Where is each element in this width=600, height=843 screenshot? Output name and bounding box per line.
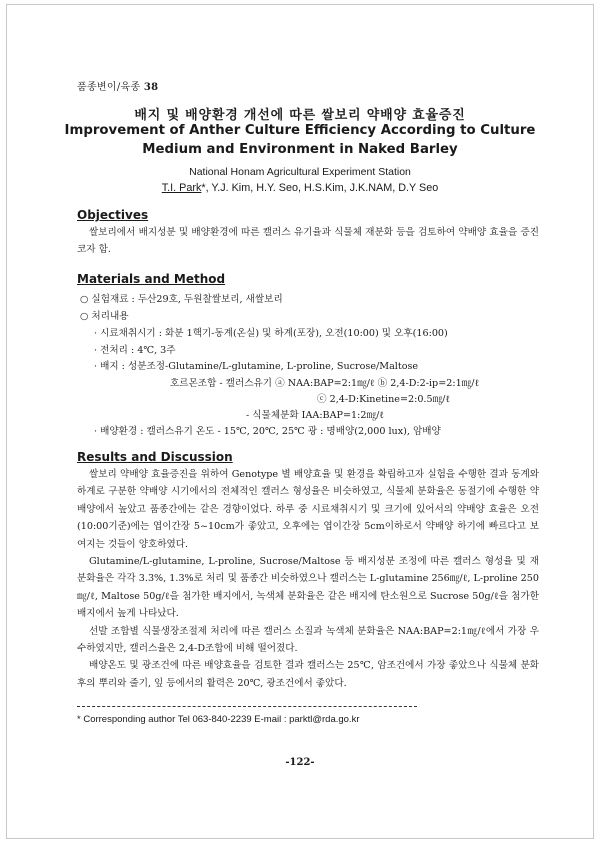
corresponding-star: * [201,182,206,194]
objectives-paragraph: 쌀보리에서 배지성분 및 배양환경에 따른 캘러스 유기율과 식물체 재분화 등을 검토하여 약배양 효율을 증진코자 함. [77,227,539,256]
materials-heading: Materials and Method [77,272,226,286]
materials-line: · 배지 : 성분조정-Glutamine/L-glutamine, L-proline, Sucrose/Maltose [94,361,419,372]
objectives-text [77,224,539,259]
footnote-divider [77,706,417,707]
section-tag-number: 38 [143,82,159,93]
results-text [77,466,539,692]
results-paragraph: Glutamine/L-glutamine, L-proline, Sucrose/Maltose 등 배지성분 조정에 따른 캘러스 형성율 및 재분화율은 각각 3.3%, 1.3%로 처리 및 품종간 비슷하였으나 캘러스는 L-glutamine 256㎎/ℓ, L-proline 250㎎/ℓ, Maltose 50g/ℓ을 첨가한 배지에서, 녹색체 분화율은 같은 배지에 탄소원으로 Sucrose 50g/ℓ을 첨가한 배지에서 높게 나타났다. [77,556,539,620]
title-english-line2: Medium and Environment in Naked Barley [142,142,458,157]
results-paragraph: 배양온도 및 광조건에 따른 배양효율을 검토한 결과 캘러스는 25℃, 암조건에서 가장 좋았으나 식물체 분화후의 뿌리와 줄기, 잎 등에서의 활력은 20℃, 광조건에서 좋았다. [77,660,539,689]
section-tag [77,78,158,93]
section-tag-label: 품종변이/육종 [77,82,141,93]
results-heading: Results and Discussion [77,450,233,464]
title-english-line1: Improvement of Anther Culture Efficiency According to Culture [64,123,536,138]
affiliation: National Honam Agricultural Experiment Station [189,166,411,178]
title-korean: 배지 및 배양환경 개선에 따른 쌀보리 약배양 효율증진 [134,108,466,123]
materials-line: - 식물체분화 IAA:BAP=1:2㎎/ℓ [246,410,384,421]
materials-line: · 전처리 : 4℃, 3주 [94,345,176,356]
results-paragraph: 쌀보리 약배양 효율증진을 위하여 Genotype 별 배양효율 및 환경을 확립하고자 실험을 수행한 결과 동계와 하계로 구분한 약배양 시기에서의 전체적인 캘러스 형성율은 비슷하였고, 식물체 분화율은 동절기에 수행한 약배양에서 높았고 품종간에는 같은 경향이었다. 하루 중 시료채취시기 및 크기에 있어서의 약배양 효율은 오전(10:00기준)에는 엽이간장 5~10cm가 좋았고, 오후에는 엽이간장 5cm이하로서 약배양 하기에 빠르다고 보여지는 것들이 양호하였다. [77,469,539,550]
results-paragraph: 선발 조합별 식물생장조절제 처리에 따른 캘러스 소질과 녹색체 분화율은 NAA:BAP=2:1㎎/ℓ에서 가장 우수하였지만, 캘러스율은 2,4-D조합에 비해 떨어졌다. [77,625,539,655]
materials-line: · 시료채취시기 : 화분 1핵기-동계(온실) 및 하계(포장), 오전(10:00) 및 오후(16:00) [94,328,448,339]
coauthors: , Y.J. Kim, H.Y. Seo, H.S.Kim, J.K.NAM, D.Y Seo [205,182,439,194]
corresponding-author: T.I. Park [161,182,202,194]
objectives-heading: Objectives [77,208,149,222]
materials-line: ⓒ 2,4-D:Kinetine=2:0.5㎎/ℓ [317,394,450,405]
page-number: -122- [285,757,315,768]
footnote: * Corresponding author Tel 063-840-2239 E-mail : parktl@rda.go.kr [77,714,360,725]
materials-line: 호르몬조합 - 캘러스유기 ⓐ NAA:BAP=2:1㎎/ℓ ⓑ 2,4-D:2-ip=2:1㎎/ℓ [170,378,480,389]
materials-line: ○ 처리내용 [80,311,129,322]
materials-line: ○ 실험재료 : 두산29호, 두원찰쌀보리, 새쌀보리 [80,294,283,305]
materials-line: · 배양환경 : 캘러스유기 온도 - 15℃, 20℃, 25℃ 광 : 명배양(2,000 lux), 암배양 [94,426,441,437]
authors [0,182,600,194]
title-english [0,121,600,159]
